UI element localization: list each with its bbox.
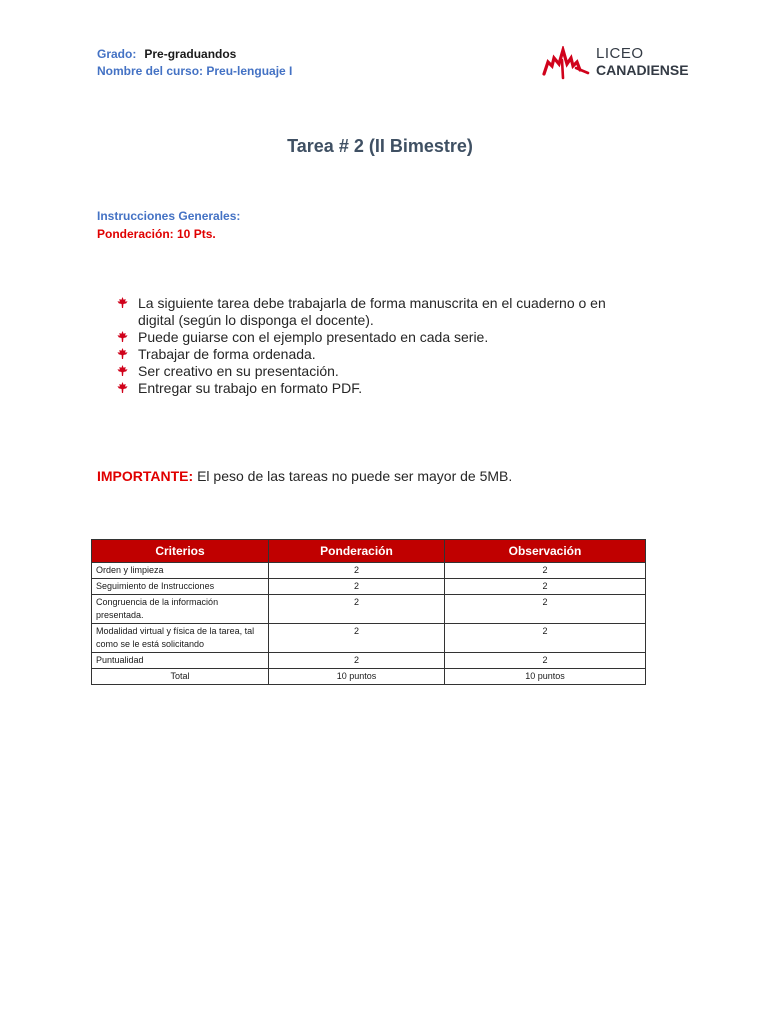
table-header-row bbox=[92, 540, 646, 563]
criteria-table bbox=[91, 539, 646, 685]
liceo-canadiense-logo bbox=[542, 42, 702, 82]
table-row bbox=[92, 595, 646, 624]
table-row bbox=[92, 579, 646, 595]
grado-line bbox=[97, 47, 236, 61]
total-label-cell: Total bbox=[92, 669, 269, 685]
list-item bbox=[117, 380, 637, 397]
weight-cell: 2 bbox=[269, 624, 445, 653]
weight-cell: 2 bbox=[269, 579, 445, 595]
logo-text-liceo: LICEO bbox=[596, 45, 644, 62]
header-ponderacion: Ponderación bbox=[269, 540, 445, 563]
observation-cell: 2 bbox=[445, 579, 646, 595]
maple-leaf-logo-icon bbox=[542, 46, 592, 80]
list-item-text: La siguiente tarea debe trabajarla de forma manuscrita en el cuaderno o en digital (según lo disponga el docente). bbox=[138, 295, 606, 328]
table-row bbox=[92, 624, 646, 653]
criterion-cell: Seguimiento de Instrucciones bbox=[92, 579, 269, 595]
grado-value: Pre-graduandos bbox=[144, 47, 237, 61]
maple-leaf-bullet-icon bbox=[117, 331, 128, 342]
maple-leaf-bullet-icon bbox=[117, 382, 128, 393]
course-name-line: Nombre del curso: Preu-lenguaje I bbox=[97, 64, 293, 78]
weight-cell: 2 bbox=[269, 653, 445, 669]
criterion-cell: Orden y limpieza bbox=[92, 563, 269, 579]
criterion-cell: Modalidad virtual y física de la tarea, tal como se le está solicitando bbox=[92, 624, 269, 653]
weight-cell: 2 bbox=[269, 563, 445, 579]
list-item-text: Ser creativo en su presentación. bbox=[138, 363, 339, 379]
maple-leaf-bullet-icon bbox=[117, 348, 128, 359]
grado-label: Grado: bbox=[97, 47, 137, 61]
table-row bbox=[92, 563, 646, 579]
important-text: El peso de las tareas no puede ser mayor de 5MB. bbox=[193, 468, 513, 484]
important-note bbox=[97, 468, 512, 484]
table-total-row bbox=[92, 669, 646, 685]
total-weight-cell: 10 puntos bbox=[269, 669, 445, 685]
total-observation-cell: 10 puntos bbox=[445, 669, 646, 685]
observation-cell: 2 bbox=[445, 595, 646, 624]
list-item-text: Trabajar de forma ordenada. bbox=[138, 346, 316, 362]
maple-leaf-bullet-icon bbox=[117, 365, 128, 376]
important-label: IMPORTANTE: bbox=[97, 468, 194, 484]
observation-cell: 2 bbox=[445, 563, 646, 579]
criterion-cell: Congruencia de la información presentada. bbox=[92, 595, 269, 624]
instructions-list bbox=[117, 295, 637, 397]
list-item bbox=[117, 295, 637, 329]
header-criterios: Criterios bbox=[92, 540, 269, 563]
table-row bbox=[92, 653, 646, 669]
assignment-title: Tarea # 2 (II Bimestre) bbox=[287, 136, 473, 156]
instructions-heading: Instrucciones Generales: bbox=[97, 209, 241, 223]
header-observacion: Observación bbox=[445, 540, 646, 563]
list-item bbox=[117, 329, 637, 346]
observation-cell: 2 bbox=[445, 653, 646, 669]
list-item bbox=[117, 346, 637, 363]
list-item-text: Entregar su trabajo en formato PDF. bbox=[138, 380, 363, 396]
list-item-text: Puede guiarse con el ejemplo presentado en cada serie. bbox=[138, 329, 489, 345]
observation-cell: 2 bbox=[445, 624, 646, 653]
criterion-cell: Puntualidad bbox=[92, 653, 269, 669]
list-item bbox=[117, 363, 637, 380]
ponderacion-line: Ponderación: 10 Pts. bbox=[97, 227, 216, 241]
weight-cell: 2 bbox=[269, 595, 445, 624]
maple-leaf-bullet-icon bbox=[117, 297, 128, 308]
logo-text-canadiense: CANADIENSE bbox=[596, 62, 689, 78]
